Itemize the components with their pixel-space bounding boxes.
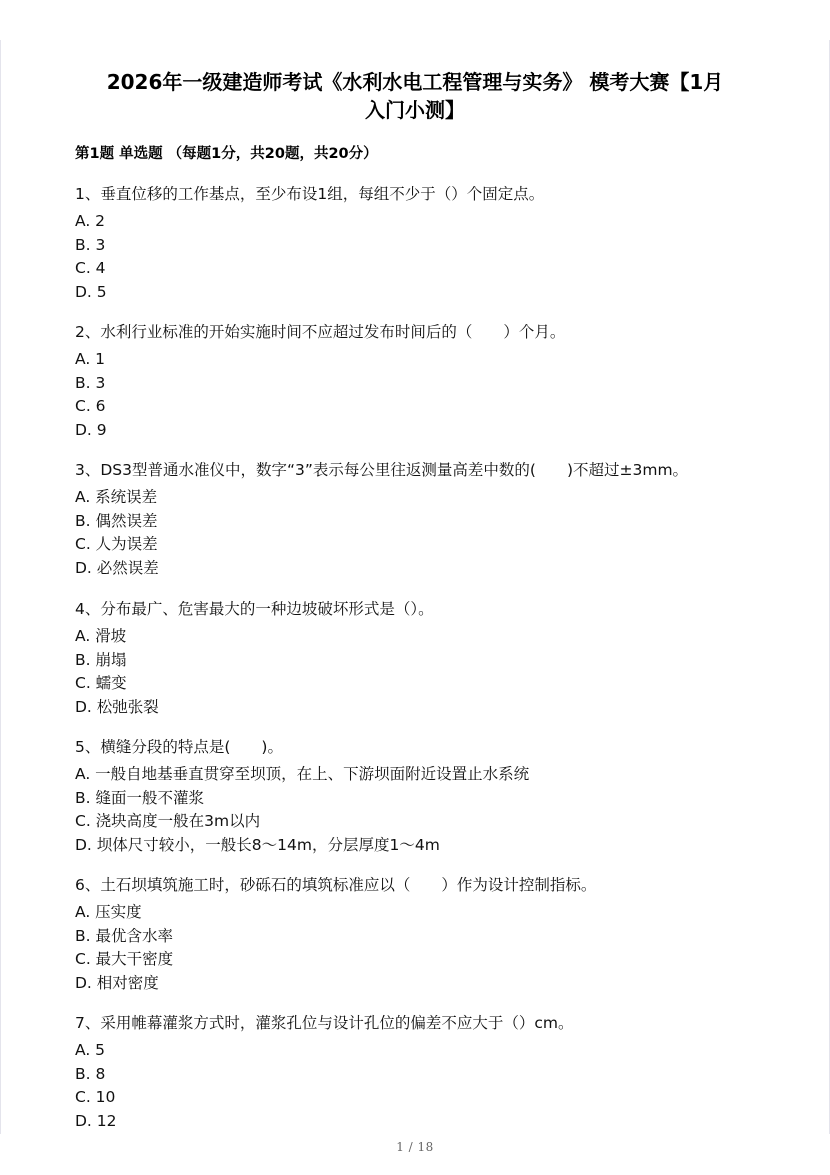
option-d: D. 5: [75, 282, 107, 301]
question-options: [75, 763, 775, 857]
option-a: A. 1: [75, 350, 106, 368]
question-2: [75, 321, 775, 442]
question-options: [75, 210, 775, 304]
option-d: D. 12: [75, 1111, 117, 1130]
question-7: [75, 1012, 775, 1133]
question-1: [75, 183, 775, 304]
page-indicator: 1 / 18: [396, 1140, 434, 1154]
document-title: [70, 68, 760, 124]
option-b: B. 缝面一般不灌浆: [75, 788, 204, 807]
option-d: D. 松弛张裂: [75, 697, 159, 716]
question-5: [75, 736, 775, 857]
option-d: D. 必然误差: [75, 558, 159, 577]
question-6: [75, 874, 775, 995]
document-title-line-1: 2026年一级建造师考试《水利水电工程管理与实务》 模考大赛【1月: [106, 70, 724, 94]
option-a: A. 系统误差: [75, 488, 158, 506]
question-options: [75, 348, 775, 442]
option-c: C. 10: [75, 1088, 116, 1106]
option-b: B. 崩塌: [75, 650, 127, 669]
option-c: C. 浇块高度一般在3m以内: [75, 812, 261, 830]
section-header: 第1题 单选题 （每题1分，共20题，共20分）: [75, 146, 378, 162]
option-c: C. 蠕变: [75, 674, 127, 692]
option-a: A. 一般自地基垂直贯穿至坝顶，在上、下游坝面附近设置止水系统: [75, 765, 530, 783]
question-stem: 7、采用帷幕灌浆方式时，灌浆孔位与设计孔位的偏差不应大于（）cm。: [75, 1014, 574, 1032]
question-stem: 4、分布最广、危害最大的一种边坡破坏形式是（）。: [75, 600, 434, 618]
option-b: B. 最优含水率: [75, 926, 173, 945]
question-4: [75, 598, 775, 719]
option-d: D. 坝体尺寸较小，一般长8～14m，分层厚度1～4m: [75, 835, 440, 854]
question-stem: 6、土石坝填筑施工时，砂砾石的填筑标准应以（ ）作为设计控制指标。: [75, 876, 597, 894]
option-a: A. 5: [75, 1041, 106, 1059]
option-b: B. 偶然误差: [75, 511, 158, 530]
option-d: D. 相对密度: [75, 973, 159, 992]
option-a: A. 2: [75, 212, 106, 230]
question-stem: 1、垂直位移的工作基点，至少布设1组，每组不少于（）个固定点。: [75, 185, 545, 203]
option-a: A. 滑坡: [75, 627, 127, 645]
option-d: D. 9: [75, 420, 107, 439]
option-c: C. 6: [75, 397, 106, 415]
option-b: B. 3: [75, 373, 106, 392]
question-options: [75, 625, 775, 719]
option-a: A. 压实度: [75, 903, 142, 921]
question-stem: 5、横缝分段的特点是( )。: [75, 738, 283, 756]
option-c: C. 最大干密度: [75, 950, 174, 968]
question-options: [75, 901, 775, 995]
option-b: B. 8: [75, 1064, 106, 1083]
question-options: [75, 1039, 775, 1133]
question-stem: 2、水利行业标准的开始实施时间不应超过发布时间后的（ ）个月。: [75, 323, 566, 341]
question-options: [75, 486, 775, 580]
option-c: C. 4: [75, 259, 106, 277]
question-stem: 3、DS3型普通水准仪中，数字“3”表示每公里往返测量高差中数的( )不超过±3mm。: [75, 461, 689, 479]
document-title-line-2: 入门小测】: [365, 98, 465, 122]
question-3: [75, 459, 775, 580]
option-b: B. 3: [75, 235, 106, 254]
option-c: C. 人为误差: [75, 535, 158, 553]
